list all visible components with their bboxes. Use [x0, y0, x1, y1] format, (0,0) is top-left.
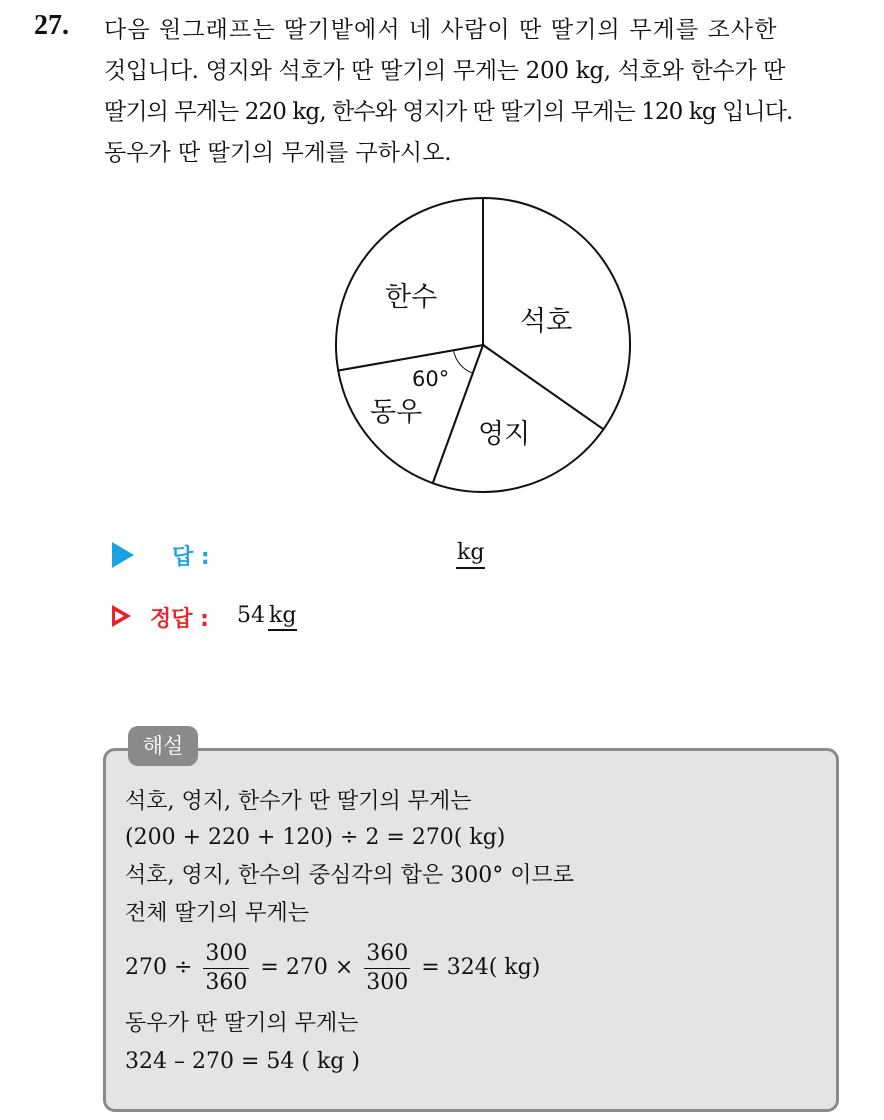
pie-label-dongwoo: 동우 [370, 397, 423, 428]
correct-answer-label: 정답 : [150, 607, 209, 632]
fraction-360-300 [364, 940, 410, 997]
fraction-300-360 [203, 940, 249, 997]
solution-line-5 [125, 935, 540, 1001]
question-line: 것입니다. 영지와 석호가 딴 딸기의 무게는 200 kg, 석호와 한수가 딴 [104, 58, 786, 84]
solution-expr-c: = 324( kg) [421, 955, 541, 980]
fraction-numerator: 360 [364, 940, 410, 969]
solution-line-1: 석호, 영지, 한수가 딴 딸기의 무게는 [125, 789, 472, 814]
solution-expr-a: 270 ÷ [125, 955, 193, 980]
correct-answer-value [237, 603, 297, 629]
fraction-numerator: 300 [203, 940, 249, 969]
solution-line-2: (200 + 220 + 120) ÷ 2 = 270( kg) [125, 825, 506, 850]
pie-label-yeongji: 영지 [478, 419, 531, 450]
question-text [104, 10, 864, 174]
pie-angle-label: 60° [412, 367, 450, 391]
solution-tag: 해설 [128, 726, 198, 766]
question-number: 27. [34, 10, 69, 41]
solution-expr-b: = 270 × [260, 955, 354, 980]
question-line: 딸기의 무게는 220 kg, 한수와 영지가 딴 딸기의 무게는 120 kg 입니다. [104, 99, 793, 125]
fraction-denominator: 360 [205, 969, 248, 995]
answer-row [112, 540, 612, 574]
pie-label-seokho: 석호 [520, 306, 573, 337]
solution-line-3: 석호, 영지, 한수의 중심각의 합은 300° 이므로 [125, 863, 574, 888]
pie-chart [330, 190, 640, 500]
solution-line-4: 전체 딸기의 무게는 [125, 901, 310, 926]
answer-label: 답 : [172, 545, 210, 570]
correct-answer-number: 54 [237, 603, 265, 628]
solution-line-6: 동우가 딴 딸기의 무게는 [125, 1011, 359, 1036]
solution-line-7: 324 – 270 = 54 ( kg ) [125, 1049, 360, 1074]
pie-label-hansu: 한수 [385, 282, 438, 313]
correct-answer-row [112, 602, 612, 636]
answer-unit: kg [456, 540, 485, 569]
play-triangle-icon [112, 542, 134, 568]
question-line: 동우가 딴 딸기의 무게를 구하시오. [104, 140, 452, 166]
question-line: 다음 원그래프는 딸기밭에서 네 사람이 딴 딸기의 무게를 조사한 [104, 17, 778, 43]
fraction-denominator: 300 [366, 969, 409, 995]
correct-answer-unit: kg [268, 603, 297, 631]
